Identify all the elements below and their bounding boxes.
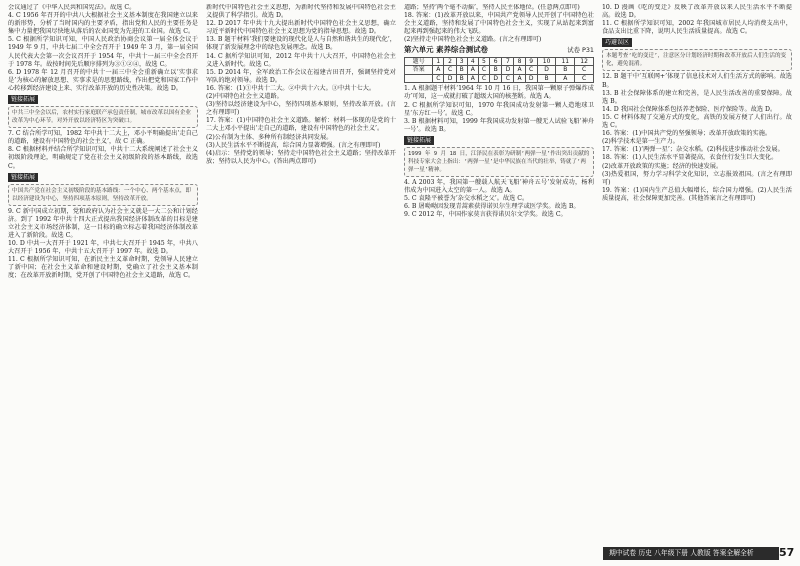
answer-paragraph: (2)中国特色社会主义道路。: [206, 93, 283, 101]
answer-table-row: [405, 66, 594, 75]
answer-paragraph: 9. C 2012 年，中国作家莫言获得诺贝尔文学奖。故选 C。: [404, 211, 567, 219]
answer-paragraph: 13. B 题干材料‘我们要建设的现代化是人与自然和谐共生的现代化’，体现了新发展理念中的绿色发展理念。故选 B。: [206, 36, 396, 52]
answer-table-header-cell: 题号: [405, 57, 433, 66]
answer-paragraph: 15. C 材料体现了交通方式的变化，高铁的发展方便了人们出行。故选 C。: [602, 113, 792, 130]
answer-paragraph: 11. C 根据所学知识可知，2002 年我国城市居民人均消费支出中，食品支出比重下降，说明人民生活质量提高。故选 C。: [602, 20, 792, 36]
answer-table-header-cell: 8: [514, 57, 525, 66]
unit-reference: 试卷 P31: [567, 46, 594, 55]
answer-paragraph: 4. A 2003 年，我国第一艘载人航天飞船‘神舟五号’发射成功，杨利伟成为中国进入太空的第一人。故选 A。: [404, 179, 594, 195]
answer-paragraph: 4. C 1956 年召开的中共八大根据社会主义基本制度在我国建立以来的新形势，分析了当时国内的主要矛盾，指出党和人民的主要任务是集中力量把我国尽快地从落后的农业国变为先进的工业国。故选 C。: [8, 12, 198, 36]
answer-paragraph: 7. C 结合所学可知，1982 年中共十二大上，邓小平明确提出‘走自己的道路，建设有中国特色的社会主义’，故 C 正确。: [8, 130, 198, 146]
answer-table-cell: D: [444, 74, 456, 83]
answer-table-cell: D: [490, 74, 502, 83]
answer-paragraph: 会议通过了《中华人民共和国宪法》。故选 C。: [8, 4, 136, 11]
answer-paragraph: 19. 答案：(1)国内生产总值大幅增长，综合国力增强。(2)人民生活质量提高，社会保障更加完善。(其他答案言之有理即可): [602, 186, 792, 202]
answer-paragraph: 17. 答案：(1)‘两弹一星’；杂交水稻。(2)科技进步推动社会发展。: [602, 146, 784, 154]
column-3: [404, 4, 594, 534]
answer-paragraph: 16. 答案：(1)①中共十二大。②中共十六大。③中共十七大。: [206, 84, 376, 92]
answer-table-header-cell: 1: [433, 57, 444, 66]
answer-table-header-cell: 3: [456, 57, 467, 66]
answer-table-cell: A: [433, 66, 444, 75]
column-4: [602, 4, 792, 534]
answer-table-cell: C: [478, 66, 489, 75]
answer-table-cell: A: [514, 66, 525, 75]
answer-table-header-cell: 2: [444, 57, 456, 66]
answer-paragraph: 道路；坚持‘两个毫不动摇’，坚持人民主体地位。(任意两点即可): [404, 4, 580, 11]
answer-paragraph: 2. C 根据所学知识可知，1970 年我国成功发射第一颗人造地球卫星‘东方红一号’。故选 C。: [404, 101, 594, 117]
answer-paragraph: 13. B 社会保障体系的建立和完善，是人民生活改善的重要保障。故选 B。: [602, 89, 792, 105]
answer-table-cell: C: [444, 66, 456, 75]
answer-table-cell: C: [525, 66, 537, 75]
answer-paragraph: 6. D 1978 年 12 月召开的中共十一届三中全会重新确立以‘实事求是’为核心的解放思想、实事求是的思想路线，作出把党和国家工作中心转移到经济建设上来、实行改革开放的历史性决策。故选 D。: [8, 68, 198, 92]
answer-table-cell: C: [502, 74, 514, 83]
answer-paragraph: 9. C 新中国成立初期，党和政府认为社会主义就是一大二公和计划经济。到了 1992 年中共十四大正式提出我国经济体制改革的目标是建立社会主义市场经济体制，这一目标的确立标志着我国经济体制改革进入了新阶段。故选 C。: [8, 207, 198, 239]
answer-table-cell: A: [514, 74, 525, 83]
tip-tag: 链接拓展: [404, 136, 434, 145]
answer-paragraph: 10. D 漫画《吃的变迁》反映了改革开放以来人民生活水平不断提高。故选 D。: [602, 4, 792, 20]
answer-table-header-cell: 4: [467, 57, 478, 66]
answer-table-cell: B: [537, 74, 556, 83]
answer-table-row: [405, 74, 594, 83]
answer-table-cell: C: [433, 74, 444, 83]
answer-paragraph: 15. D 2014 年，全军政治工作会议在福建古田召开，强调坚持党对军队的绝对领导。故选 D。: [206, 68, 396, 84]
answer-table: [404, 57, 594, 84]
tip-box: 中共三中全会以后，农村实行家庭联产承包责任制，城市改革以国有企业改革为中心环节。对外开放以经济特区为突破口。: [8, 106, 198, 128]
answer-paragraph: (3)热爱祖国，努力学习科学文化知识，立志报效祖国。(言之有理即可): [602, 170, 792, 186]
tip-tag: 巧避误区: [602, 38, 632, 47]
answer-paragraph: 3. B 根据材料可知，1999 年我国成功发射第一艘无人试验飞船‘神舟一号’。故选 B。: [404, 117, 594, 133]
answer-paragraph: (2)科学技术是第一生产力。: [602, 138, 679, 146]
answer-paragraph: 17. 答案：(1)中国特色社会主义道路。解析：材料一体现的是党的十二大上邓小平提出‘走自己的道路，建设有中国特色的社会主义’。: [206, 117, 396, 133]
answer-table-header: [405, 57, 594, 66]
answer-table-cell: D: [537, 66, 556, 75]
answer-table-cell: D: [502, 66, 514, 75]
answer-table-header-cell: 6: [490, 57, 502, 66]
answer-table-cell: B: [456, 66, 467, 75]
answer-paragraph: 8. C 根据材料并结合所学知识可知，中共十二大系统阐述了社会主义初级阶段理论，明确规定了党在社会主义初级阶段的基本路线，故选 C。: [8, 146, 198, 170]
answer-paragraph: 18. 答案：(1)人民生活水平显著提高，衣食住行发生巨大变化。: [602, 154, 778, 162]
answer-paragraph: (3)坚持以经济建设为中心，坚持四项基本原则，坚持改革开放。(言之有理即可): [206, 101, 396, 117]
tip-box: 本题考查‘吃的变迁’，注意区分计划经济时期和改革开放后人们生活的变化，避免混淆。: [602, 49, 792, 71]
answer-paragraph: 新时代中国特色社会主义思想，为新时代坚持和发展中国特色社会主义提供了科学指引。故选 D。: [206, 4, 396, 20]
answer-paragraph: 6. B 屠呦呦因发现青蒿素获得诺贝尔生理学或医学奖。故选 B。: [404, 203, 580, 211]
answer-table-cell: B: [556, 66, 575, 75]
answer-table-cell: A: [556, 74, 575, 83]
answer-paragraph: 10. D 中共一大召开于 1921 年，中共七大召开于 1945 年，中共八大召开于 1956 年，中共十五大召开于 1997 年。故选 D。: [8, 240, 198, 256]
answer-table-cell: [405, 74, 433, 83]
answer-paragraph: 11. C 根据所学知识可知，在新民主主义革命时期，党领导人民建立了新中国；在社会主义革命和建设时期，党确立了社会主义基本制度；在改革开放新时期，党开创了中国特色社会主义道路，故选 C。: [8, 256, 198, 280]
answer-paragraph: (2)改革开放政策的实施；经济的快速发展。: [602, 162, 723, 170]
answer-table-cell: C: [575, 74, 594, 83]
tip-tag: 链接拓展: [8, 95, 38, 104]
answer-table-cell: A: [467, 74, 478, 83]
answer-table-cell: A: [467, 66, 478, 75]
footer-bar: 期中试卷 历史 八年级下册 人教版 答案全解全析: [603, 547, 779, 560]
answer-paragraph: 12. D 2017 年中共十九大提出新时代中国特色社会主义思想，确立习近平新时代中国特色社会主义思想为党的指导思想。故选 D。: [206, 20, 396, 36]
column-1: [8, 4, 198, 534]
answer-paragraph: 12. B 题干中‘互联网+’体现了信息技术对人们生活方式的影响。故选 B。: [602, 73, 792, 89]
page-number: 57: [779, 546, 795, 559]
answer-table-header-cell: 11: [556, 57, 575, 66]
answer-table-cell: C: [478, 74, 489, 83]
answer-paragraph: 18. 答案：(1)改革开放以来，中国共产党领导人民开创了中国特色社会主义道路，坚持和发展了中国特色社会主义，实现了从站起来到富起来再到强起来的伟大飞跃。: [404, 12, 594, 36]
answer-paragraph: (4)启示：坚持党的领导；坚持走中国特色社会主义道路；坚持改革开放；坚持以人民为中心。(答出两点即可): [206, 149, 396, 165]
answer-table-cell: C: [575, 66, 594, 75]
answer-table-cell: B: [490, 66, 502, 75]
answer-table-cell: 答案: [405, 66, 433, 75]
answer-paragraph: 16. 答案：(1)中国共产党的坚强领导；改革开放政策的实施。: [602, 130, 772, 138]
answer-paragraph: 14. D 我国社会保障体系包括养老保险、医疗保险等。故选 D。: [602, 105, 777, 113]
answer-paragraph: 5. C 袁隆平被誉为‘杂交水稻之父’。故选 C。: [404, 195, 529, 203]
answer-table-header-cell: 7: [502, 57, 514, 66]
answer-paragraph: 14. C 据所学知识可知，2012 年中共十八大召开，中国特色社会主义进入新时代。故选 C。: [206, 52, 396, 68]
column-2: [206, 4, 396, 534]
answer-paragraph: 5. C 根据所学知识可知，中国人民政治协商会议第一届全体会议于 1949 年 9 月，中共七届二中全会召开于 1949 年 3 月，第一届全国人民代表大会第一次会议召开于 1954 年，中共十一届三中全会召开于 1978 年。故按时间先后顺序排列为③①②④，故选 C。: [8, 36, 198, 68]
answer-paragraph: (2)公有制为主体、多种所有制经济共同发展。: [206, 133, 333, 141]
unit-heading: [404, 46, 594, 54]
answer-paragraph: (2)坚持走中国特色社会主义道路。(言之有理即可): [404, 36, 542, 44]
tip-box: 1999 年 9 月 18 日，江泽民在表彰为研制‘两弹一星’作出突出贡献的科技专家大会上指出：‘两弹一星’是中华民族在当代的壮举，铸就了‘两弹一星’精神。: [404, 147, 594, 177]
page-footer: [0, 545, 800, 566]
answer-paragraph: (3)人民生活水平不断提高，综合国力显著增强。(言之有理即可): [206, 141, 381, 149]
answer-table-header-cell: 9: [525, 57, 537, 66]
answer-table-cell: B: [456, 74, 467, 83]
tip-box: 中国共产党在社会主义初级阶段的基本路线：一个中心、两个基本点，即以经济建设为中心，坚持四项基本原则，坚持改革开放。: [8, 184, 198, 206]
answer-table-header-cell: 10: [537, 57, 556, 66]
unit-title: 第六单元 素养综合测试卷: [404, 45, 488, 55]
answer-table-cell: D: [525, 74, 537, 83]
answer-paragraph: 1. A 根据题干材料‘1964 年 10 月 16 日，我国第一颗原子弹爆炸成功’可知，这一成就打破了超级大国的核垄断。故选 A。: [404, 85, 594, 101]
tip-tag: 链接拓展: [8, 173, 38, 182]
answer-table-header-cell: 5: [478, 57, 489, 66]
answer-table-header-cell: 12: [575, 57, 594, 66]
